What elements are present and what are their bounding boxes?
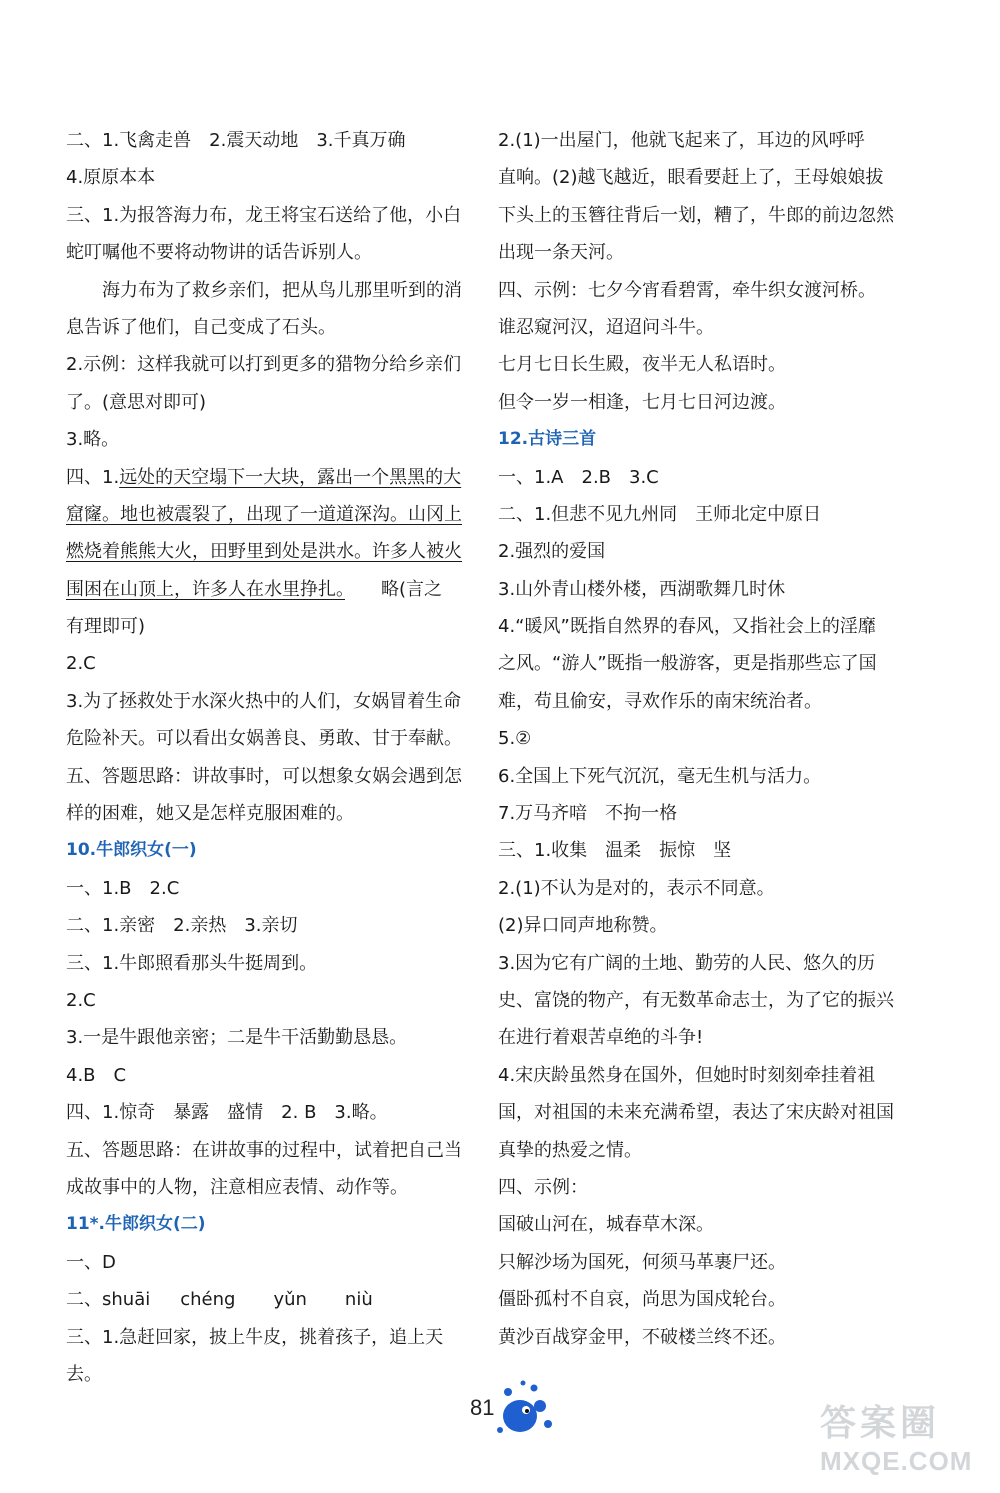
answer-line: (2)异口同声地称赞。 (498, 915, 668, 937)
answer-line: 三、1.收集 温柔 振惊 坚 (498, 840, 732, 862)
section-heading (66, 1206, 536, 1243)
answer-line: 6.全国上下死气沉沉，毫无生机与活力。 (498, 765, 822, 787)
answer-line: 2.C (66, 653, 96, 675)
answer-line: 样的困难，她又是怎样克服困难的。 (66, 803, 354, 825)
answer-suffix: 略(言之 (345, 578, 443, 600)
answer-line: 息告诉了他们，自己变成了石头。 (66, 316, 336, 338)
answer-line: 四、示例：七夕今宵看碧霄，牵牛织女渡河桥。 (498, 279, 876, 301)
answer-line: 2.(1)一出屋门，他就飞起来了，耳边的风呼呼 (498, 130, 865, 151)
answer-underlined: 远处的天空塌下一大块，露出一个黑黑的大 (119, 466, 462, 488)
right-column (498, 122, 968, 1356)
answer-line: 史、富饶的物产，有无数革命志士，为了它的振兴 (498, 989, 894, 1011)
answer-line-underlined (66, 496, 536, 533)
answer-line: 去。 (66, 1363, 102, 1385)
answer-line-underlined (66, 571, 536, 608)
ink-splash-icon (490, 1378, 560, 1443)
answer-line: 二、1.飞禽走兽 2.震天动地 3.千真万确 (66, 130, 406, 151)
answer-underlined: 围困在山顶上，许多人在水里挣扎。 (66, 578, 345, 600)
answer-line: 三、1.牛郎照看那头牛挺周到。 (66, 952, 318, 974)
answer-line: 了。(意思对即可) (66, 391, 207, 413)
page-number: 81 (470, 1395, 495, 1420)
answer-line: 4.B C (66, 1064, 127, 1086)
answer-line: 黄沙百战穿金甲，不破楼兰终不还。 (498, 1326, 786, 1348)
section-heading (498, 421, 968, 458)
answer-line: 下头上的玉簪往背后一划，糟了，牛郎的前边忽然 (498, 204, 894, 226)
answer-line: 7.万马齐喑 不拘一格 (498, 803, 678, 825)
answer-line: 危险补天。可以看出女娲善良、勇敢、甘于奉献。 (66, 728, 462, 750)
answer-line: 3.因为它有广阔的土地、勤劳的人民、悠久的历 (498, 952, 876, 974)
answer-line: 3.山外青山楼外楼，西湖歌舞几时休 (498, 578, 786, 600)
section-heading-text: 12.古诗三首 (498, 429, 597, 450)
answer-line: 5.② (498, 728, 532, 750)
section-heading-text: 11*.牛郎织女(二) (66, 1214, 206, 1235)
answer-line: 3.为了拯救处于水深火热中的人们，女娲冒着生命 (66, 690, 462, 712)
answer-line: 五、答题思路：在讲故事的过程中，试着把自己当 (66, 1139, 462, 1161)
answer-line: 七月七日长生殿，夜半无人私语时。 (498, 354, 786, 376)
answer-prefix: 四、1. (66, 466, 120, 488)
answer-line: 谁忍窥河汉，迢迢问斗牛。 (498, 316, 714, 338)
watermark (820, 1395, 995, 1490)
answer-line: 4.宋庆龄虽然身在国外，但她时时刻刻牵挂着祖 (498, 1064, 876, 1086)
answer-line-underlined (66, 533, 536, 570)
answer-line: 三、1.为报答海力布，龙王将宝石送给了他，小白 (66, 204, 462, 226)
answer-line: 海力布为了救乡亲们，把从鸟儿那里听到的消 (102, 279, 462, 301)
answer-line: 一、1.B 2.C (66, 877, 180, 899)
answer-line-underlined (66, 459, 536, 496)
answer-line: 僵卧孤村不自哀，尚思为国戍轮台。 (498, 1289, 786, 1311)
answer-line: 三、1.急赶回家，披上牛皮，挑着孩子，追上天 (66, 1326, 444, 1348)
answer-line: 四、示例： (498, 1176, 588, 1198)
answer-line: 真挚的热爱之情。 (498, 1139, 642, 1161)
answer-line: 直响。(2)越飞越近，眼看要赶上了，王母娘娘拔 (498, 167, 884, 189)
answer-line: 2.强烈的爱国 (498, 541, 606, 563)
pinyin-item: chéng (180, 1289, 236, 1311)
answer-line: 之风。“游人”既指一般游客，更是指那些忘了国 (498, 653, 877, 675)
answer-line: 3.一是牛跟他亲密；二是牛干活勤勤恳恳。 (66, 1027, 408, 1049)
answer-line: 但令一岁一相逢，七月七日河边渡。 (498, 391, 786, 413)
answer-line: 五、答题思路：讲故事时，可以想象女娲会遇到怎 (66, 765, 462, 787)
answer-underlined: 燃烧着熊熊大火，田野里到处是洪水。许多人被火 (66, 541, 462, 563)
answer-line: 在进行着艰苦卓绝的斗争! (498, 1027, 704, 1049)
left-column (66, 122, 536, 1393)
answer-line: 成故事中的人物，注意相应表情、动作等。 (66, 1176, 408, 1198)
answer-underlined: 窟窿。地也被震裂了，出现了一道道深沟。山冈上 (66, 503, 462, 525)
watermark-top: 答案圈 (820, 1402, 941, 1443)
answer-line: 国破山河在，城春草木深。 (498, 1214, 714, 1236)
answer-line: 有理即可) (66, 616, 146, 638)
answer-line: 二、1.但悲不见九州同 王师北定中原日 (498, 503, 822, 525)
answer-line: 4.“暖风”既指自然界的春风，又指社会上的淫靡 (498, 616, 876, 638)
answer-line: 一、1.A 2.B 3.C (498, 466, 659, 488)
pinyin-item: yǔn (273, 1289, 307, 1311)
answer-line: 2.(1)不认为是对的，表示不同意。 (498, 877, 775, 899)
section-heading-text: 10.牛郎织女(一) (66, 840, 197, 861)
pinyin-item: niù (344, 1289, 373, 1311)
answer-line: 2.C (66, 989, 96, 1011)
answer-line: 一、D (66, 1251, 116, 1273)
answer-line: 蛇叮嘱他不要将动物讲的话告诉别人。 (66, 242, 372, 264)
answer-line: 难，苟且偷安，寻欢作乐的南宋统治者。 (498, 690, 822, 712)
answer-line: 二、1.亲密 2.亲热 3.亲切 (66, 915, 298, 937)
answer-line: 国，对祖国的未来充满希望，表达了宋庆龄对祖国 (498, 1102, 894, 1124)
pinyin-item: 二、shuāi (66, 1289, 151, 1311)
watermark-bottom: MXQE.COM (820, 1446, 973, 1476)
answer-line: 四、1.惊奇 暴露 盛情 2. B 3.略。 (66, 1102, 388, 1124)
answer-line: 2.示例：这样我就可以打到更多的猎物分给乡亲们 (66, 354, 462, 376)
answer-line: 4.原原本本 (66, 167, 156, 189)
section-heading (66, 832, 536, 869)
answer-line: 3.略。 (66, 429, 120, 451)
answer-line: 只解沙场为国死，何须马革裹尸还。 (498, 1251, 786, 1273)
pinyin-line (66, 1281, 536, 1318)
answer-line: 出现一条天河。 (498, 242, 624, 264)
